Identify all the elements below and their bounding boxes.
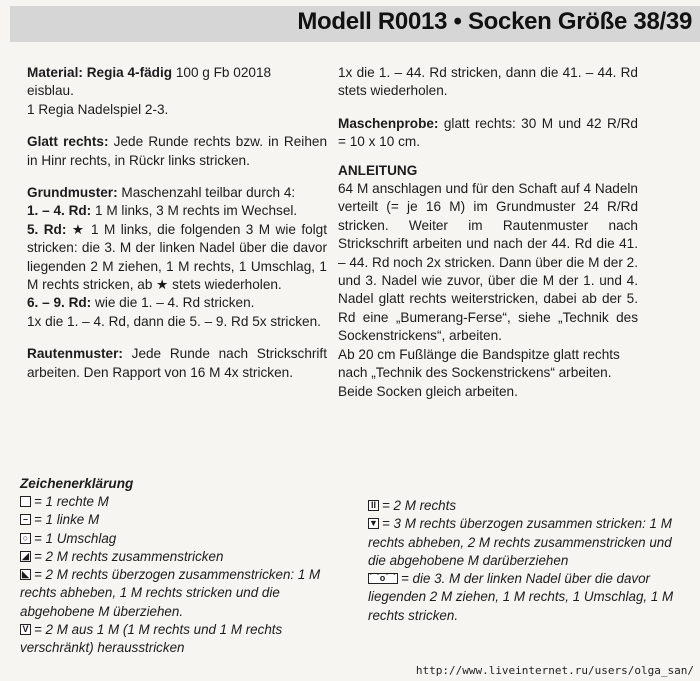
legend-left	[20, 476, 340, 658]
anleitung-text: 64 M anschlagen und für den Schaft auf 4 Nadeln verteilt (= je 16 M) im Grundmuster 24 R/Rd stricken. Weiter im Rautenmuster nach Strickschrift arbeiten und nach der 44. Rd die 41. – 44. Rd noch 2x stricken. Dann über die M der 2. und 3. Nadel wie zuvor, über die M der 1. und 4. Nadel glatt rechts weiterstricken, dabei ab der 5. Rd eine „Bumerang-Ferse“, siehe „Technik des Sockenstrickens“, arbeiten.	[338, 181, 638, 344]
cable-symbol-icon: ⌒o⌒	[369, 573, 397, 584]
round-5-text: ★ 1 M links, die folgenden 3 M wie folgt stricken: die 3. M der linken Nadel über die davor liegenden 2 M ziehen, 1 M rechts, 1 Umschlag, 1 M rechts stricken, ab ★ stets wiederholen.	[27, 221, 328, 293]
legend-right	[368, 497, 688, 625]
maschenprobe-paragraph	[338, 115, 638, 152]
anleitung-heading: ANLEITUNG	[338, 162, 418, 178]
repeat-text: 1x die 1. – 4. Rd, dann die 5. – 9. Rd 5x stricken.	[27, 313, 321, 329]
legend-item-purl: – = 1 linke M	[20, 511, 340, 529]
rautenmuster-paragraph	[27, 345, 327, 382]
legend-item-ssk: ◣ = 2 M rechts überzogen zusammenstricken: 1 M rechts abheben, 1 M rechts stricken und die abgehobene M überziehen.	[20, 567, 321, 619]
page-title: Modell R0013 • Socken Größe 38/39	[297, 8, 692, 35]
raut-text: Jede Runde nach Strickschrift arbeiten. Den Rapport von 16 M 4x stricken.	[27, 346, 327, 380]
right-column	[338, 64, 638, 401]
legend-item-yarnover: ○ = 1 Umschlag	[20, 530, 340, 548]
round-6-9-label: 6. – 9. Rd:	[27, 295, 92, 311]
legend-item-increase: V = 2 M aus 1 M (1 M rechts und 1 M rechts verschränkt) herausstricken	[20, 622, 283, 656]
probe-text: glatt rechts: 30 M und 42 R/Rd = 10 x 10 cm.	[338, 115, 638, 150]
raut-label: Rautenmuster:	[27, 346, 123, 362]
ssk-symbol-icon: ◣	[20, 569, 31, 580]
purl-symbol-icon: –	[20, 514, 31, 525]
k2tog-symbol-icon: ◢	[20, 551, 31, 562]
material-paragraph	[27, 64, 327, 119]
glatt-paragraph	[27, 133, 327, 170]
knit-symbol-icon	[20, 496, 31, 507]
glatt-label: Glatt rechts:	[27, 134, 109, 150]
increase-symbol-icon: V	[20, 624, 31, 635]
round-6-9-text: wie die 1. – 4. Rd stricken.	[95, 295, 255, 311]
glatt-text: Jede Runde rechts bzw. in Reihen in Hinr rechts, in Rückr links stricken.	[27, 134, 327, 168]
probe-label: Maschenprobe:	[338, 115, 439, 131]
material-label: Material:	[27, 65, 83, 80]
legend-item-sk2p: ▼ = 3 M rechts überzogen zusammen stricken: 1 M rechts abheben, 2 M rechts zusammenstricken und die abgehobene M darüberziehen	[368, 516, 672, 568]
grund-label: Grundmuster:	[27, 185, 118, 201]
legend-item-knit: = 1 rechte M	[20, 493, 340, 511]
left-column	[27, 64, 327, 382]
grundmuster-paragraph	[27, 184, 327, 331]
round-1-4-label: 1. – 4. Rd:	[27, 203, 92, 219]
legend-item-cable: ⌒o⌒ = die 3. M der linken Nadel über die davor liegenden 2 M ziehen, 1 M rechts, 1 Umschlag, 1 M rechts stricken.	[368, 571, 674, 623]
sk2p-symbol-icon: ▼	[369, 518, 378, 529]
material-yarn: Regia 4-fädig	[86, 65, 173, 80]
yarnover-symbol-icon: ○	[20, 533, 31, 544]
footer-url: http://www.liveinternet.ru/users/olga_san/	[415, 664, 694, 677]
two-knit-symbol-icon: II	[368, 500, 379, 511]
material-needles: 1 Regia Nadelspiel 2-3.	[27, 101, 169, 117]
anleitung-text-2: Ab 20 cm Fußlänge die Bandspitze glatt rechts nach „Technik des Sockenstrickens“ arbeiten. Beide Socken gleich arbeiten.	[338, 346, 620, 399]
legend-item-two-knit: II = 2 M rechts	[368, 497, 688, 515]
header	[0, 0, 700, 46]
legend-item-k2tog: ◢ = 2 M rechts zusammenstricken	[20, 548, 340, 566]
material-rest: 100 g Fb 02018	[175, 65, 272, 80]
round-5-label: 5. Rd:	[27, 221, 67, 237]
round-1-4-text: 1 M links, 3 M rechts im Wechsel.	[95, 203, 298, 219]
material-color: eisblau.	[27, 83, 74, 99]
grund-text: Maschenzahl teilbar durch 4:	[121, 185, 296, 201]
legend-title: Zeichenerklärung	[20, 476, 134, 491]
continuation-paragraph: 1x die 1. – 44. Rd stricken, dann die 41. – 44. Rd stets wiederholen.	[338, 65, 638, 99]
